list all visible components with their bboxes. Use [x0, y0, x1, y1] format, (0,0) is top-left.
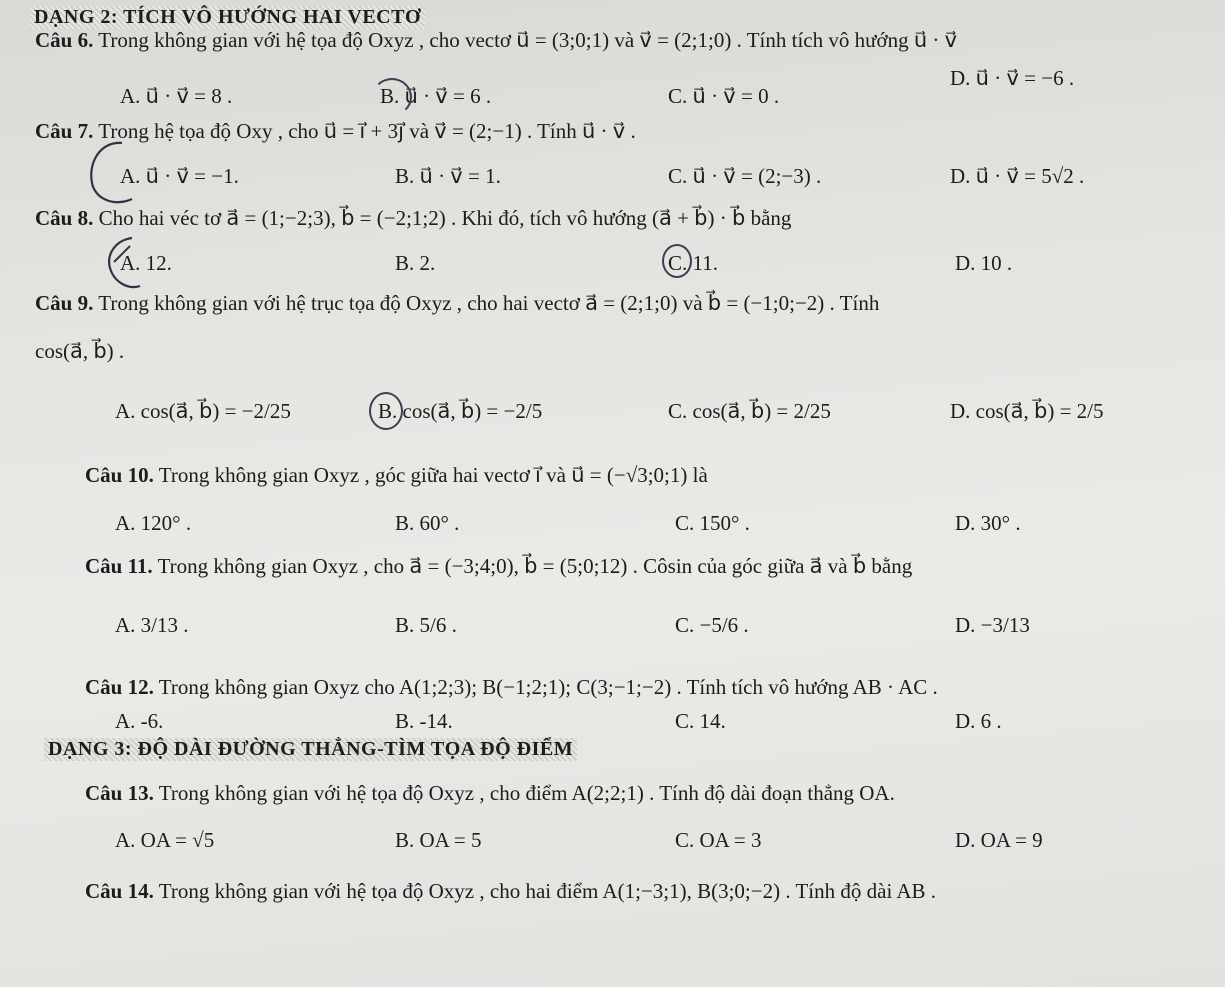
- q8-cross-mark-icon: [100, 232, 150, 294]
- question-9-line-2: cos(a⃗, b⃗) .: [35, 339, 125, 363]
- question-12: [85, 674, 938, 700]
- q11-option-b: B. 5/6 .: [395, 613, 457, 637]
- q9-answer-circle-icon: [369, 392, 403, 430]
- q7-option-d: D. u⃗ · v⃗ = 5√2 .: [950, 164, 1085, 188]
- q12-option-c: C. 14.: [675, 709, 726, 733]
- question-7-text: Trong hệ tọa độ Oxy , cho u⃗ = i⃗ + 3j⃗ và v⃗ = (2;−1) . Tính u⃗ · v⃗ .: [98, 119, 636, 143]
- question-8-text: Cho hai véc tơ a⃗ = (1;−2;3), b⃗ = (−2;1;2) . Khi đó, tích vô hướng (a⃗ + b⃗) · b⃗ bằng: [98, 206, 792, 230]
- question-9-text: Trong không gian với hệ trục tọa độ Oxyz , cho hai vectơ a⃗ = (2;1;0) và b⃗ = (−1;0;−2) . Tính: [98, 291, 880, 315]
- q8-answer-circle-icon: [662, 244, 692, 278]
- q7-option-a: A. u⃗ · v⃗ = −1.: [120, 164, 239, 188]
- question-13-label: Câu 13.: [85, 781, 154, 805]
- q13-option-b: B. OA = 5: [395, 828, 482, 852]
- section-header-dang3: DẠNG 3: ĐỘ DÀI ĐƯỜNG THẲNG-TÌM TỌA ĐỘ ĐIỂM: [44, 738, 577, 761]
- question-6: [35, 27, 957, 53]
- question-6-text: Trong không gian với hệ tọa độ Oxyz , cho vectơ u⃗ = (3;0;1) và v⃗ = (2;1;0) . Tính tích vô hướng u⃗ · v⃗: [98, 28, 958, 52]
- question-8-label: Câu 8.: [35, 206, 94, 230]
- q9-option-d: D. cos(a⃗, b⃗) = 2/5: [950, 399, 1104, 423]
- q9-option-a: A. cos(a⃗, b⃗) = −2/25: [115, 399, 291, 423]
- q7-option-b: B. u⃗ · v⃗ = 1.: [395, 164, 501, 188]
- q8-option-a: A. 12.: [120, 251, 172, 275]
- q12-option-d: D. 6 .: [955, 709, 1002, 733]
- question-14-text: Trong không gian với hệ tọa độ Oxyz , cho hai điểm A(1;−3;1), B(3;0;−2) . Tính độ dài AB .: [158, 879, 937, 903]
- question-10-label: Câu 10.: [85, 463, 154, 487]
- question-13-text: Trong không gian với hệ tọa độ Oxyz , cho điểm A(2;2;1) . Tính độ dài đoạn thẳng OA.: [158, 781, 895, 805]
- q12-option-b: B. -14.: [395, 709, 453, 733]
- q13-option-a: A. OA = √5: [115, 828, 215, 852]
- q6-option-d: D. u⃗ · v⃗ = −6 .: [950, 66, 1075, 90]
- q11-option-d: D. −3/13: [955, 613, 1030, 637]
- question-9-label: Câu 9.: [35, 291, 94, 315]
- q13-option-c: C. OA = 3: [675, 828, 762, 852]
- q8-option-d: D. 10 .: [955, 251, 1013, 275]
- q10-option-a: A. 120° .: [115, 511, 192, 535]
- q7-answer-circle-icon: [82, 135, 144, 215]
- q9-option-c: C. cos(a⃗, b⃗) = 2/25: [668, 399, 831, 423]
- q13-option-d: D. OA = 9: [955, 828, 1043, 852]
- question-7-label: Câu 7.: [35, 119, 94, 143]
- q9-option-b: B. cos(a⃗, b⃗) = −2/5: [378, 399, 543, 423]
- question-10: [85, 462, 708, 488]
- q10-option-b: B. 60° .: [395, 511, 460, 535]
- question-12-text: Trong không gian Oxyz cho A(1;2;3); B(−1;2;1); C(3;−1;−2) . Tính tích vô hướng AB · AC .: [158, 675, 938, 699]
- question-11-text: Trong không gian Oxyz , cho a⃗ = (−3;4;0), b⃗ = (5;0;12) . Côsin của góc giữa a⃗ và b⃗ bằng: [157, 554, 913, 578]
- question-11: [85, 553, 912, 579]
- q6-option-a: A. u⃗ · v⃗ = 8 .: [120, 84, 233, 108]
- question-6-label: Câu 6.: [35, 28, 94, 52]
- q7-option-c: C. u⃗ · v⃗ = (2;−3) .: [668, 164, 822, 188]
- question-12-label: Câu 12.: [85, 675, 154, 699]
- q8-option-c: C. 11.: [668, 251, 718, 275]
- q12-option-a: A. -6.: [115, 709, 164, 733]
- question-10-text: Trong không gian Oxyz , góc giữa hai vectơ i⃗ và u⃗ = (−√3;0;1) là: [158, 463, 708, 487]
- q6-option-c: C. u⃗ · v⃗ = 0 .: [668, 84, 780, 108]
- section-header-dang2: DẠNG 2: TÍCH VÔ HƯỚNG HAI VECTƠ: [30, 6, 425, 29]
- q6-option-b: B. u⃗ · v⃗ = 6 .: [380, 84, 492, 108]
- question-14: [85, 878, 936, 904]
- q8-option-b: B. 2.: [395, 251, 436, 275]
- q11-option-c: C. −5/6 .: [675, 613, 749, 637]
- question-11-label: Câu 11.: [85, 554, 153, 578]
- question-13: [85, 780, 895, 806]
- q10-option-c: C. 150° .: [675, 511, 750, 535]
- q6-answer-mark-icon: [372, 78, 412, 116]
- q11-option-a: A. 3/13 .: [115, 613, 189, 637]
- question-14-label: Câu 14.: [85, 879, 154, 903]
- question-9: [35, 290, 879, 316]
- q10-option-d: D. 30° .: [955, 511, 1021, 535]
- question-8: [35, 205, 791, 231]
